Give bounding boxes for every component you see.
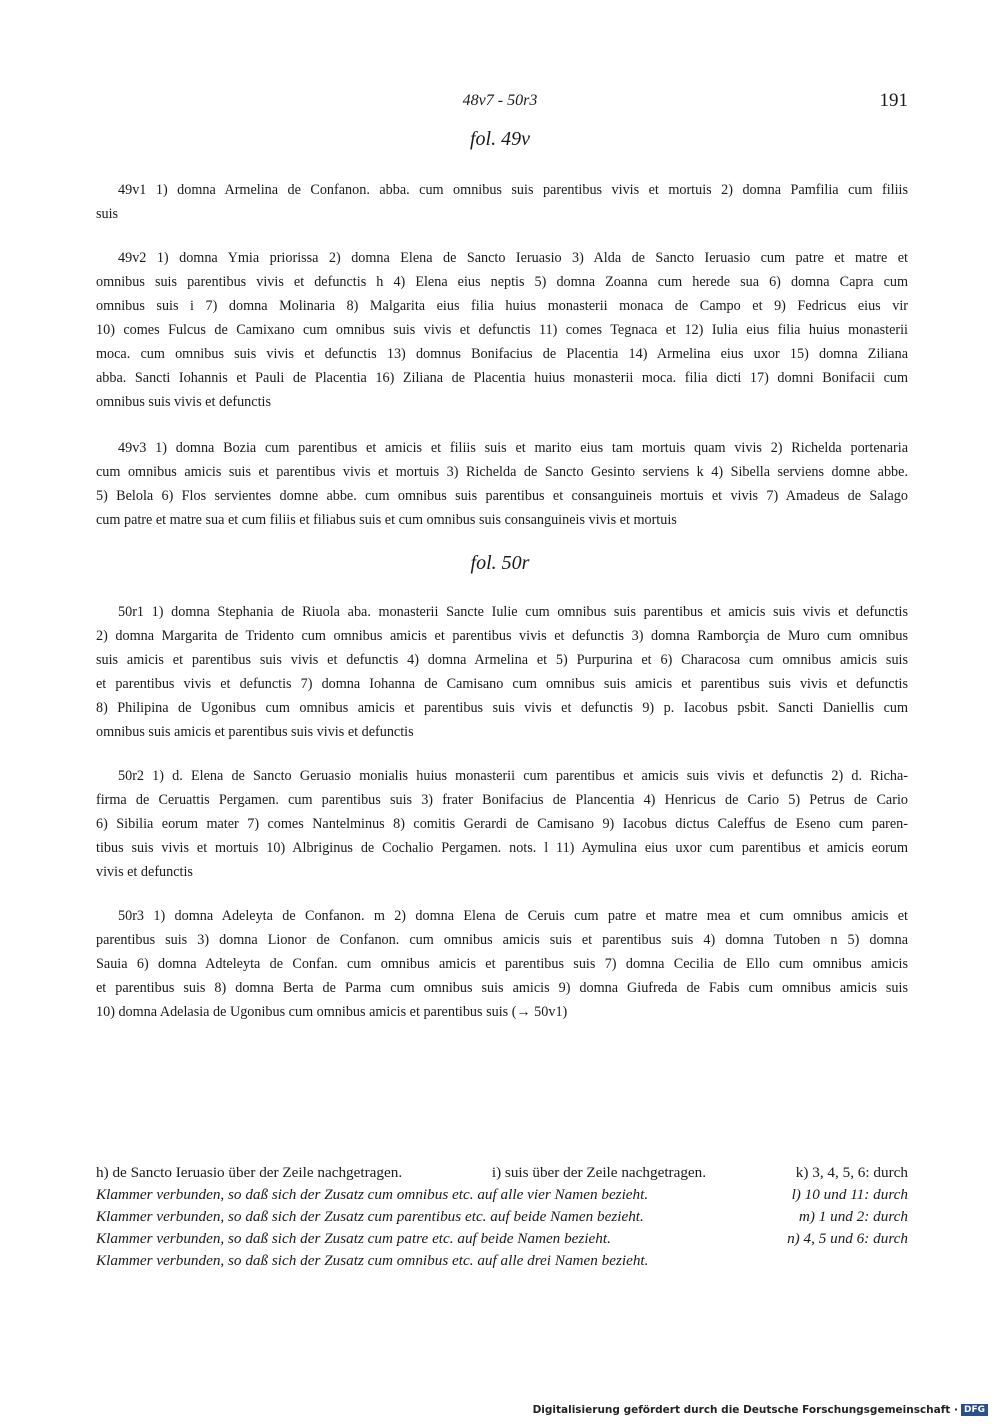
- footnote-row: [96, 1162, 908, 1184]
- entry-50r1: [96, 600, 908, 744]
- entry-line: parentibus suis 3) domna Lionor de Confanon. cum omnibus amicis suis et parentibus suis 4) domna Tutoben n 5) domna: [96, 932, 908, 948]
- footnote-k-start: k) 3, 4, 5, 6: durch: [795, 1164, 908, 1181]
- entry-line: cum patre et matre sua et cum filiis et filiabus suis et cum omnibus suis consanguineis vivis et mortuis: [96, 512, 677, 528]
- section-heading-fol-50r: fol. 50r: [470, 552, 530, 574]
- entry-line: 10) comes Fulcus de Camixano cum omnibus suis vivis et defunctis 11) comes Tegnaca et 12) Iulia eius filia huius monasterii: [96, 322, 908, 338]
- footnote-i: i) suis über der Zeile nachgetragen.: [491, 1164, 707, 1181]
- entry-line: Sauia 6) domna Adteleyta de Confan. cum omnibus amicis et parentibus suis 7) domna Cecilia de Ello cum omnibus amicis: [96, 956, 908, 972]
- credit-text: Digitalisierung gefördert durch die Deutsche Forschungsgemeinschaft ·: [532, 1404, 958, 1416]
- entry-50r2: [96, 764, 908, 884]
- page-number: 191: [879, 90, 908, 111]
- entry-50r3: [96, 904, 908, 1024]
- dfg-logo: DFG: [961, 1404, 988, 1416]
- entry-49v1: [96, 178, 908, 226]
- entry-line: vivis et defunctis: [96, 864, 193, 880]
- entry-line: moca. cum omnibus suis vivis et defunctis 13) domnus Bonifacius de Placentia 14) Armelina eius uxor 15) domna Ziliana: [96, 346, 908, 362]
- entry-line: 6) Sibilia eorum mater 7) comes Nantelminus 8) comitis Gerardi de Camisano 9) Iacobus dictus Caleffus de Eseno cum paren-: [96, 816, 908, 832]
- footnotes: [96, 1162, 908, 1272]
- entry-line: firma de Ceruattis Pergamen. cum parentibus suis 3) frater Bonifacius de Plancentia 4) Henricus de Cario 5) Petrus de Cario: [96, 792, 908, 808]
- entry-line: et parentibus suis 8) domna Berta de Parma cum omnibus suis amicis 9) domna Giufreda de Fabis cum omnibus amicis suis: [96, 980, 908, 996]
- footnote-row: [96, 1206, 908, 1228]
- entry-line: 10) domna Adelasia de Ugonibus cum omnibus amicis et parentibus suis (→ 50v1): [96, 1004, 568, 1020]
- entry-line: suis amicis et parentibus suis vivis et defunctis 4) domna Armelina et 5) Purpurina et 6) Characosa cum omnibus amicis suis: [96, 652, 908, 668]
- footnote-n-start: n) 4, 5 und 6: durch: [787, 1230, 908, 1247]
- footnote-k-text: Klammer verbunden, so daß sich der Zusatz cum omnibus etc. auf alle vier Namen bezieht.: [96, 1186, 649, 1203]
- entry-line: omnibus suis vivis et defunctis: [96, 394, 271, 410]
- entry-line: tibus suis vivis et mortuis 10) Albriginus de Cochalio Pergamen. nots. l 11) Aymulina eius uxor cum parentibus et amicis eorum: [96, 840, 908, 856]
- running-header: 48v7 - 50r3: [462, 92, 538, 109]
- footnote-h: h) de Sancto Ieruasio über der Zeile nachgetragen.: [96, 1164, 403, 1181]
- footnote-row: [96, 1250, 908, 1272]
- entry-line: suis: [96, 206, 119, 222]
- entry-line: 2) domna Margarita de Tridento cum omnibus amicis et parentibus vivis et defunctis 3) domna Ramborçia de Muro cum omnibus: [96, 628, 908, 644]
- section-heading-fol-49v: fol. 49v: [470, 128, 530, 150]
- entry-line: cum omnibus amicis suis et parentibus vivis et mortuis 3) Richelda de Sancto Gesinto serviens k 4) Sibella serviens domne abbe.: [96, 464, 908, 480]
- entry-line: et parentibus vivis et defunctis 7) domna Iohanna de Camisano cum omnibus suis amicis et parentibus suis vivis et defunctis: [96, 676, 908, 692]
- footnote-row: [96, 1184, 908, 1206]
- entry-line: 50r2 1) d. Elena de Sancto Geruasio monialis huius monasterii cum parentibus et amicis suis vivis et defunctis 2) d. Richa-: [118, 768, 908, 784]
- footnote-l-text: Klammer verbunden, so daß sich der Zusatz cum parentibus etc. auf beide Namen bezieht.: [96, 1208, 644, 1225]
- footnote-m-text: Klammer verbunden, so daß sich der Zusatz cum patre etc. auf beide Namen bezieht.: [96, 1230, 611, 1247]
- entry-line: 8) Philipina de Ugonibus cum omnibus amicis et parentibus suis vivis et defunctis 9) p. Iacobus psbit. Sancti Daniellis cum: [96, 700, 908, 716]
- footnote-n-text: Klammer verbunden, so daß sich der Zusatz cum omnibus etc. auf alle drei Namen bezieht.: [96, 1252, 649, 1269]
- entry-line: 50r1 1) domna Stephania de Riuola aba. monasterii Sancte Iulie cum omnibus suis parentibus et amicis suis vivis et defunctis: [118, 604, 908, 620]
- entry-line: omnibus suis amicis et parentibus suis vivis et defunctis: [96, 724, 414, 740]
- entry-line: 50r3 1) domna Adeleyta de Confanon. m 2) domna Elena de Ceruis cum patre et matre mea et cum omnibus amicis et: [118, 908, 908, 924]
- entry-49v3: [96, 436, 908, 532]
- entry-line: 5) Belola 6) Flos servientes domne abbe. cum omnibus suis parentibus et consanguineis mortuis et vivis 7) Amadeus de Salago: [96, 488, 908, 504]
- entry-line: omnibus suis parentibus vivis et defunctis h 4) Elena eius neptis 5) domna Zoanna cum herede sua 6) domna Capra cum: [96, 274, 908, 290]
- digitization-credit: [533, 1404, 988, 1416]
- entry-line: 49v2 1) domna Ymia priorissa 2) domna Elena de Sancto Ieruasio 3) Alda de Sancto Ieruasio cum patre et matre et: [118, 250, 908, 266]
- footnote-row: [96, 1228, 908, 1250]
- entry-line: abba. Sancti Iohannis et Pauli de Placentia 16) Ziliana de Placentia huius monasterii moca. filia dicti 17) domni Bonifacii cum: [96, 370, 908, 386]
- entry-49v2: [96, 246, 908, 414]
- entry-line: omnibus suis i 7) domna Molinaria 8) Malgarita eius filia huius monasterii monaca de Campo et 9) Fedricus eius vir: [96, 298, 908, 314]
- footnote-m-start: m) 1 und 2: durch: [798, 1208, 908, 1225]
- entry-line: 49v3 1) domna Bozia cum parentibus et amicis et filiis suis et marito eius tam mortuis quam vivis 2) Richelda portenaria: [118, 440, 908, 456]
- footnote-l-start: l) 10 und 11: durch: [791, 1186, 908, 1203]
- entry-line: 49v1 1) domna Armelina de Confanon. abba. cum omnibus suis parentibus vivis et mortuis 2) domna Pamfilia cum filiis: [118, 182, 908, 198]
